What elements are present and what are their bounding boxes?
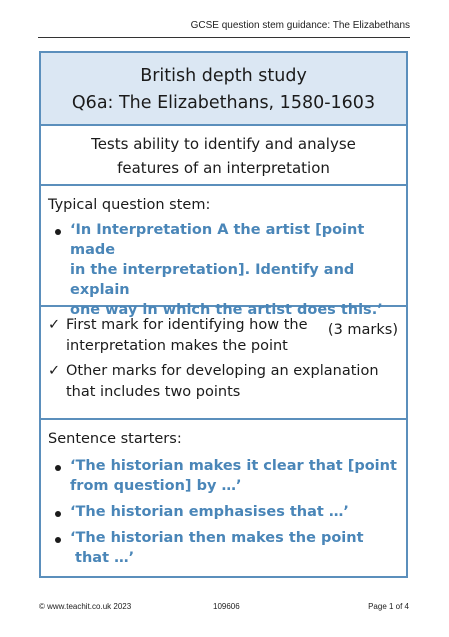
marks-label: (3 marks) [327, 322, 398, 338]
mark-point-line: interpretation makes the point [66, 338, 288, 354]
stem-text-line: one way in which the artist does this.’ [70, 302, 383, 318]
footer-resource-code: 109606 [213, 602, 240, 611]
starter-item [48, 502, 402, 522]
starter-line: ‘The historian emphasises that …’ [70, 504, 349, 520]
stem-text-line: in the interpretation]. Identify and explain [70, 262, 355, 298]
purpose-line: features of an interpretation [117, 159, 330, 177]
purpose-section [41, 126, 406, 186]
sentence-starters-section [41, 420, 406, 568]
mark-point-line: First mark for identifying how the [66, 317, 308, 333]
purpose-line: Tests ability to identify and analyse [91, 135, 356, 153]
starter-line: from question] by …’ [70, 478, 242, 494]
footer-page-number: Page 1 of 4 [368, 602, 409, 611]
document-header: GCSE question stem guidance: The Elizabethans [190, 20, 410, 31]
starter-line: that …’ [70, 550, 135, 566]
card-title: British depth study [140, 66, 307, 86]
bullet-icon [55, 229, 61, 235]
mark-point [48, 361, 402, 403]
bullet-icon [55, 537, 61, 543]
title-block [41, 53, 406, 126]
starter-line: ‘The historian makes it clear that [point [70, 458, 397, 474]
checkmark-icon: ✓ [48, 317, 61, 333]
checkmark-icon: ✓ [48, 363, 61, 379]
bullet-icon [55, 465, 61, 471]
header-divider [38, 37, 410, 38]
footer-copyright: © www.teachit.co.uk 2023 [39, 602, 132, 611]
mark-point-line: that includes two points [66, 384, 241, 400]
stem-bullet-item [48, 220, 402, 320]
bullet-icon [55, 511, 61, 517]
stem-label: Typical question stem: [48, 197, 211, 213]
guidance-card [39, 51, 408, 578]
starter-item [48, 528, 402, 568]
card-subtitle: Q6a: The Elizabethans, 1580-1603 [71, 93, 376, 113]
starter-item [48, 456, 402, 496]
starters-label: Sentence starters: [48, 431, 182, 447]
stem-text-line: ‘In Interpretation A the artist [point made [70, 222, 365, 258]
mark-point-line: Other marks for developing an explanation [66, 363, 379, 379]
starter-line: ‘The historian then makes the point [70, 530, 364, 546]
